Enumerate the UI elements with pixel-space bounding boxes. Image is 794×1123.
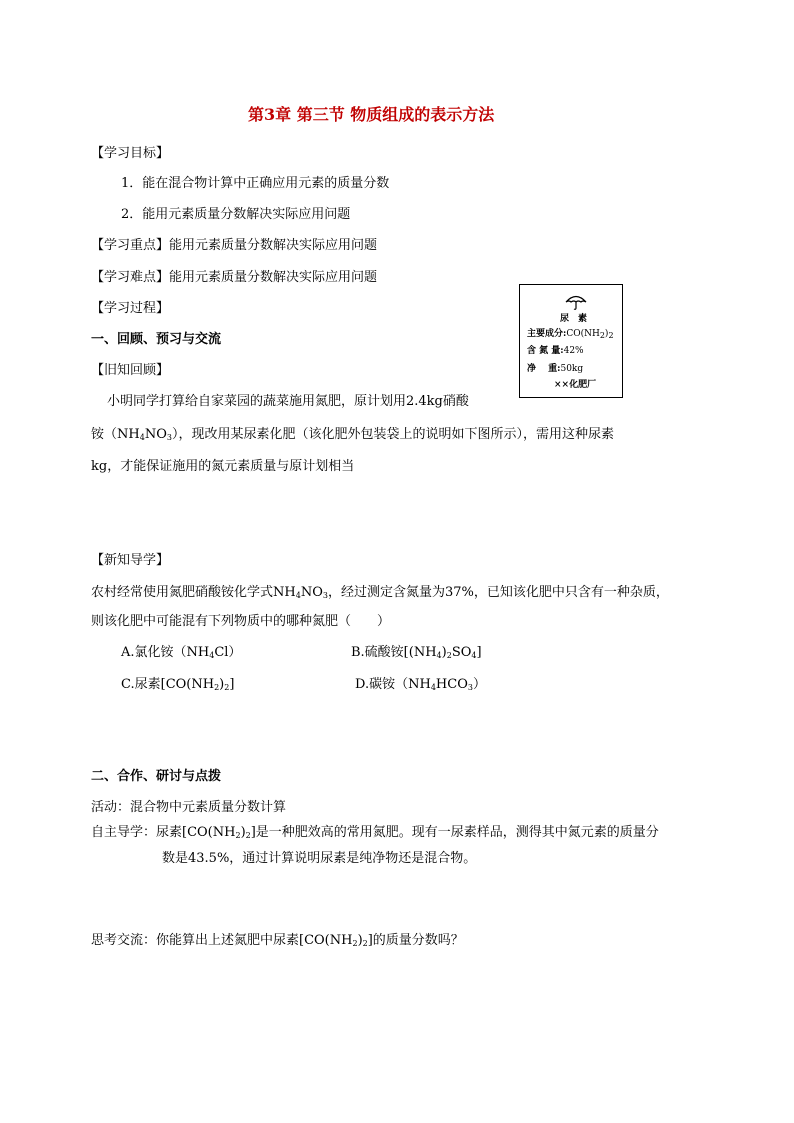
process-header: 【学习过程】	[91, 301, 170, 316]
fertilizer-label-card	[519, 284, 623, 398]
page-title: 第3章 第三节 物质组成的表示方法	[248, 105, 495, 124]
option-b: B.硫酸铵$[(NH_4)_2SO_4]$	[351, 645, 482, 660]
self-study-line-1: 自主导学：尿素$[CO(NH_2)_2]$是一种肥效高的常用氮肥。现有一尿素样品，测得其中氮元素的质量分	[91, 825, 659, 840]
focus-text: 能用元素质量分数解决实际应用问题	[169, 238, 378, 253]
option-d: D.碳铵$(NH_4HCO_3)$	[355, 677, 486, 692]
label-nitrogen: 含 氮 量:42%	[527, 346, 584, 356]
focus-line	[91, 238, 377, 254]
option-c: C.尿素$[CO(NH_2)_2]$	[121, 677, 235, 692]
difficulty-label: 【学习难点】	[91, 270, 170, 285]
review-line-1: 小明同学打算给自家菜园的蔬菜施用氮肥，原计划用2.4kg硝酸	[107, 394, 469, 409]
new-knowledge-line-1: 农村经常使用氮肥硝酸铵化学式$NH_4NO_3$，经过测定含氮量为37%，已知该化肥中只含有一种杂质，	[91, 585, 669, 600]
label-product-name: 尿 素	[560, 314, 588, 324]
objective-item-1: 1．能在混合物计算中正确应用元素的质量分数	[121, 176, 390, 191]
label-ingredient: 主要成分$:CO(NH_2)_2$	[527, 329, 614, 340]
objectives-header: 【学习目标】	[91, 146, 170, 161]
label-weight: 净 重:50kg	[527, 364, 584, 374]
review-header: 【旧知回顾】	[91, 363, 170, 378]
section1-heading: 一、回顾、预习与交流	[91, 332, 222, 347]
focus-label: 【学习重点】	[91, 238, 170, 253]
difficulty-line	[91, 270, 377, 286]
objective-item-2: 2．能用元素质量分数解决实际应用问题	[121, 207, 351, 222]
new-knowledge-line-2: 则该化肥中可能混有下列物质中的哪种氮肥（ ）	[91, 614, 391, 629]
activity-line: 活动：混合物中元素质量分数计算	[91, 800, 287, 815]
umbrella-icon	[564, 293, 588, 311]
difficulty-text: 能用元素质量分数解决实际应用问题	[169, 270, 378, 285]
review-line-2: 铵$(NH_4NO_3)$，现改用某尿素化肥（该化肥外包装袋上的说明如下图所示），需用这种尿素	[91, 427, 614, 442]
self-study-line-2: 数是43.5%，通过计算说明尿素是纯净物还是混合物。	[162, 851, 477, 866]
new-knowledge-header: 【新知导学】	[91, 553, 170, 568]
think-exchange-line: 思考交流：你能算出上述氮肥中尿素$[CO(NH_2)_2]$的质量分数吗？	[91, 933, 464, 948]
label-maker: ××化肥厂	[554, 380, 597, 390]
section2-heading: 二、合作、研讨与点拨	[91, 769, 222, 784]
review-line-3: kg，才能保证施用的氮元素质量与原计划相当	[91, 459, 355, 474]
option-a: A.氯化铵$(NH_4Cl)$	[121, 645, 242, 660]
